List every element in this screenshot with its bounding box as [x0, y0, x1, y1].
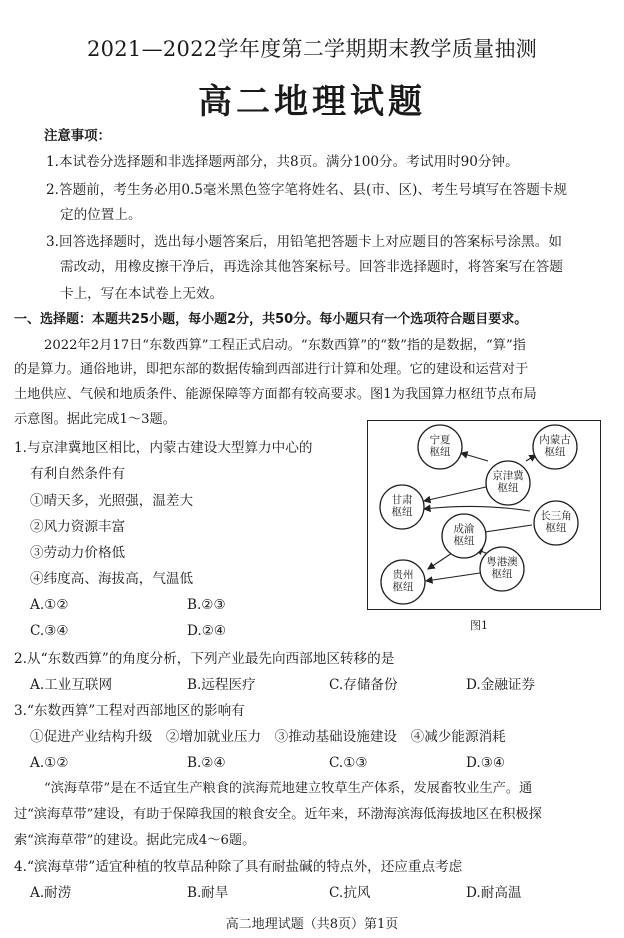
passage1-line-1: 2022年2月17日“东数西算”工程正式启动。“东数西算”的“数”指的是数据，“算”指 — [44, 338, 526, 353]
q2-option-b: B.远程医疗 — [187, 677, 256, 693]
notes-item-3-line-2: 需改动，用橡皮擦干净后，再选涂其他答案标号。回答非选择题时，将答案写在答题 — [60, 259, 563, 275]
notes-item-1: 1.本试卷分选择题和非选择题两部分，共8页。满分100分。考试用时90分钟。 — [46, 154, 519, 170]
notes-item-3-line-1: 3.回答选择题时，选出每小题答案后，用铅笔把答题卡上对应题目的答案标号涂黑。如 — [46, 234, 562, 250]
node-label-gansu: 甘肃 枢纽 — [391, 494, 413, 518]
node-label-neimenggu: 内蒙古 枢纽 — [539, 434, 571, 458]
q3-stem: 3.“东数西算”工程对西部地区的影响有 — [14, 703, 245, 719]
section1-heading: 一、选择题：本题共25小题，每小题2分，共50分。每小题只有一个选项符合题目要求。 — [14, 312, 528, 327]
q1-statement-4: ④纬度高、海拔高，气温低 — [30, 571, 194, 587]
q4-stem: 4.“滨海草带”适宜种植的牧草品种除了具有耐盐碱的特点外，还应重点考虑 — [14, 859, 463, 875]
notes-item-2-line-2: 定的位置上。 — [60, 207, 142, 223]
node-label-yuegangao: 粤港澳 枢纽 — [486, 556, 518, 580]
node-label-jingjinji: 京津冀 枢纽 — [492, 470, 524, 494]
figure-1-hub-layout — [367, 420, 601, 610]
q2-option-c: C.存储备份 — [329, 677, 398, 693]
subject-title: 高二地理试题 — [198, 82, 426, 122]
notes-heading: 注意事项： — [44, 129, 111, 144]
passage2-line-2: 过“滨海草带”建设，有助于保障我国的粮食安全。近年来，环渤海滨海低海拔地区在积极探 — [14, 807, 542, 822]
q3-option-c: C.①③ — [329, 755, 368, 771]
q1-option-d: D.②④ — [187, 623, 227, 639]
node-label-changsanjiao: 长三角 枢纽 — [540, 510, 572, 534]
node-label-chengyu: 成渝 枢纽 — [453, 523, 475, 547]
passage2-line-3: 索“滨海草带”的建设。据此完成4～6题。 — [14, 833, 256, 848]
q4-option-a: A.耐涝 — [30, 885, 72, 901]
arrow-chengyu-to-guizhou — [428, 553, 452, 569]
q4-option-d: D.耐高温 — [466, 885, 522, 901]
q2-option-a: A.工业互联网 — [30, 677, 113, 693]
q4-option-b: B.耐旱 — [187, 885, 229, 901]
q1-stem-line-2: 有利自然条件有 — [30, 466, 126, 482]
notes-item-3-line-3: 卡上，写在本试卷上无效。 — [60, 286, 224, 302]
q2-option-d: D.金融证券 — [466, 677, 536, 693]
notes-item-2-line-1: 2.答题前，考生务必用0.5毫米黑色签字笔将姓名、县(市、区)、考生号填写在答题卡规 — [46, 182, 567, 198]
exam-title: 2021—2022学年度第二学期期末教学质量抽测 — [86, 37, 538, 61]
figure-1-caption: 图1 — [470, 619, 488, 632]
page-footer: 高二地理试题（共8页）第1页 — [225, 917, 399, 932]
arrow-jingjinji-to-ningxia — [461, 453, 488, 461]
passage1-line-2: 的是算力。通俗地讲，即把东部的数据传输到西部进行计算和处理。它的建设和运营对于 — [14, 362, 529, 377]
q1-option-a: A.①② — [30, 597, 69, 613]
node-label-ningxia: 宁夏 枢纽 — [429, 434, 451, 458]
q3-option-b: B.②④ — [187, 755, 226, 771]
passage1-line-3: 土地供应、气候和地质条件、能源保障等方面都有较高要求。图1为我国算力枢纽节点布局 — [14, 387, 537, 402]
q3-statements: ①促进产业结构升级 ②增加就业压力 ③推动基础设施建设 ④减少能源消耗 — [30, 729, 506, 745]
q1-statement-1: ①晴天多，光照强，温差大 — [30, 493, 194, 509]
q1-stem-line-1: 1.与京津冀地区相比，内蒙古建设大型算力中心的 — [14, 440, 313, 456]
q1-statement-3: ③劳动力价格低 — [30, 545, 126, 561]
arrow-jingjinji-to-gansu — [424, 487, 486, 501]
arrow-yuegangao-to-guizhou — [426, 573, 480, 581]
q1-option-b: B.②③ — [187, 597, 226, 613]
q1-statement-2: ②风力资源丰富 — [30, 519, 126, 535]
passage1-line-4: 示意图。据此完成1～3题。 — [14, 412, 176, 427]
q3-option-a: A.①② — [30, 755, 69, 771]
q3-option-d: D.③④ — [466, 755, 506, 771]
q2-stem: 2.从“东数西算”的角度分析，下列产业最先向西部地区转移的是 — [14, 651, 395, 667]
q1-option-c: C.③④ — [30, 623, 69, 639]
q4-option-c: C.抗风 — [329, 885, 371, 901]
arrow-changsanjiao-to-gansu — [424, 506, 530, 511]
node-label-guizhou: 贵州 枢纽 — [392, 569, 414, 593]
passage2-line-1: “滨海草带”是在不适宜生产粮食的滨海荒地建立牧草生产体系，发展畜牧业生产。通 — [44, 781, 533, 796]
